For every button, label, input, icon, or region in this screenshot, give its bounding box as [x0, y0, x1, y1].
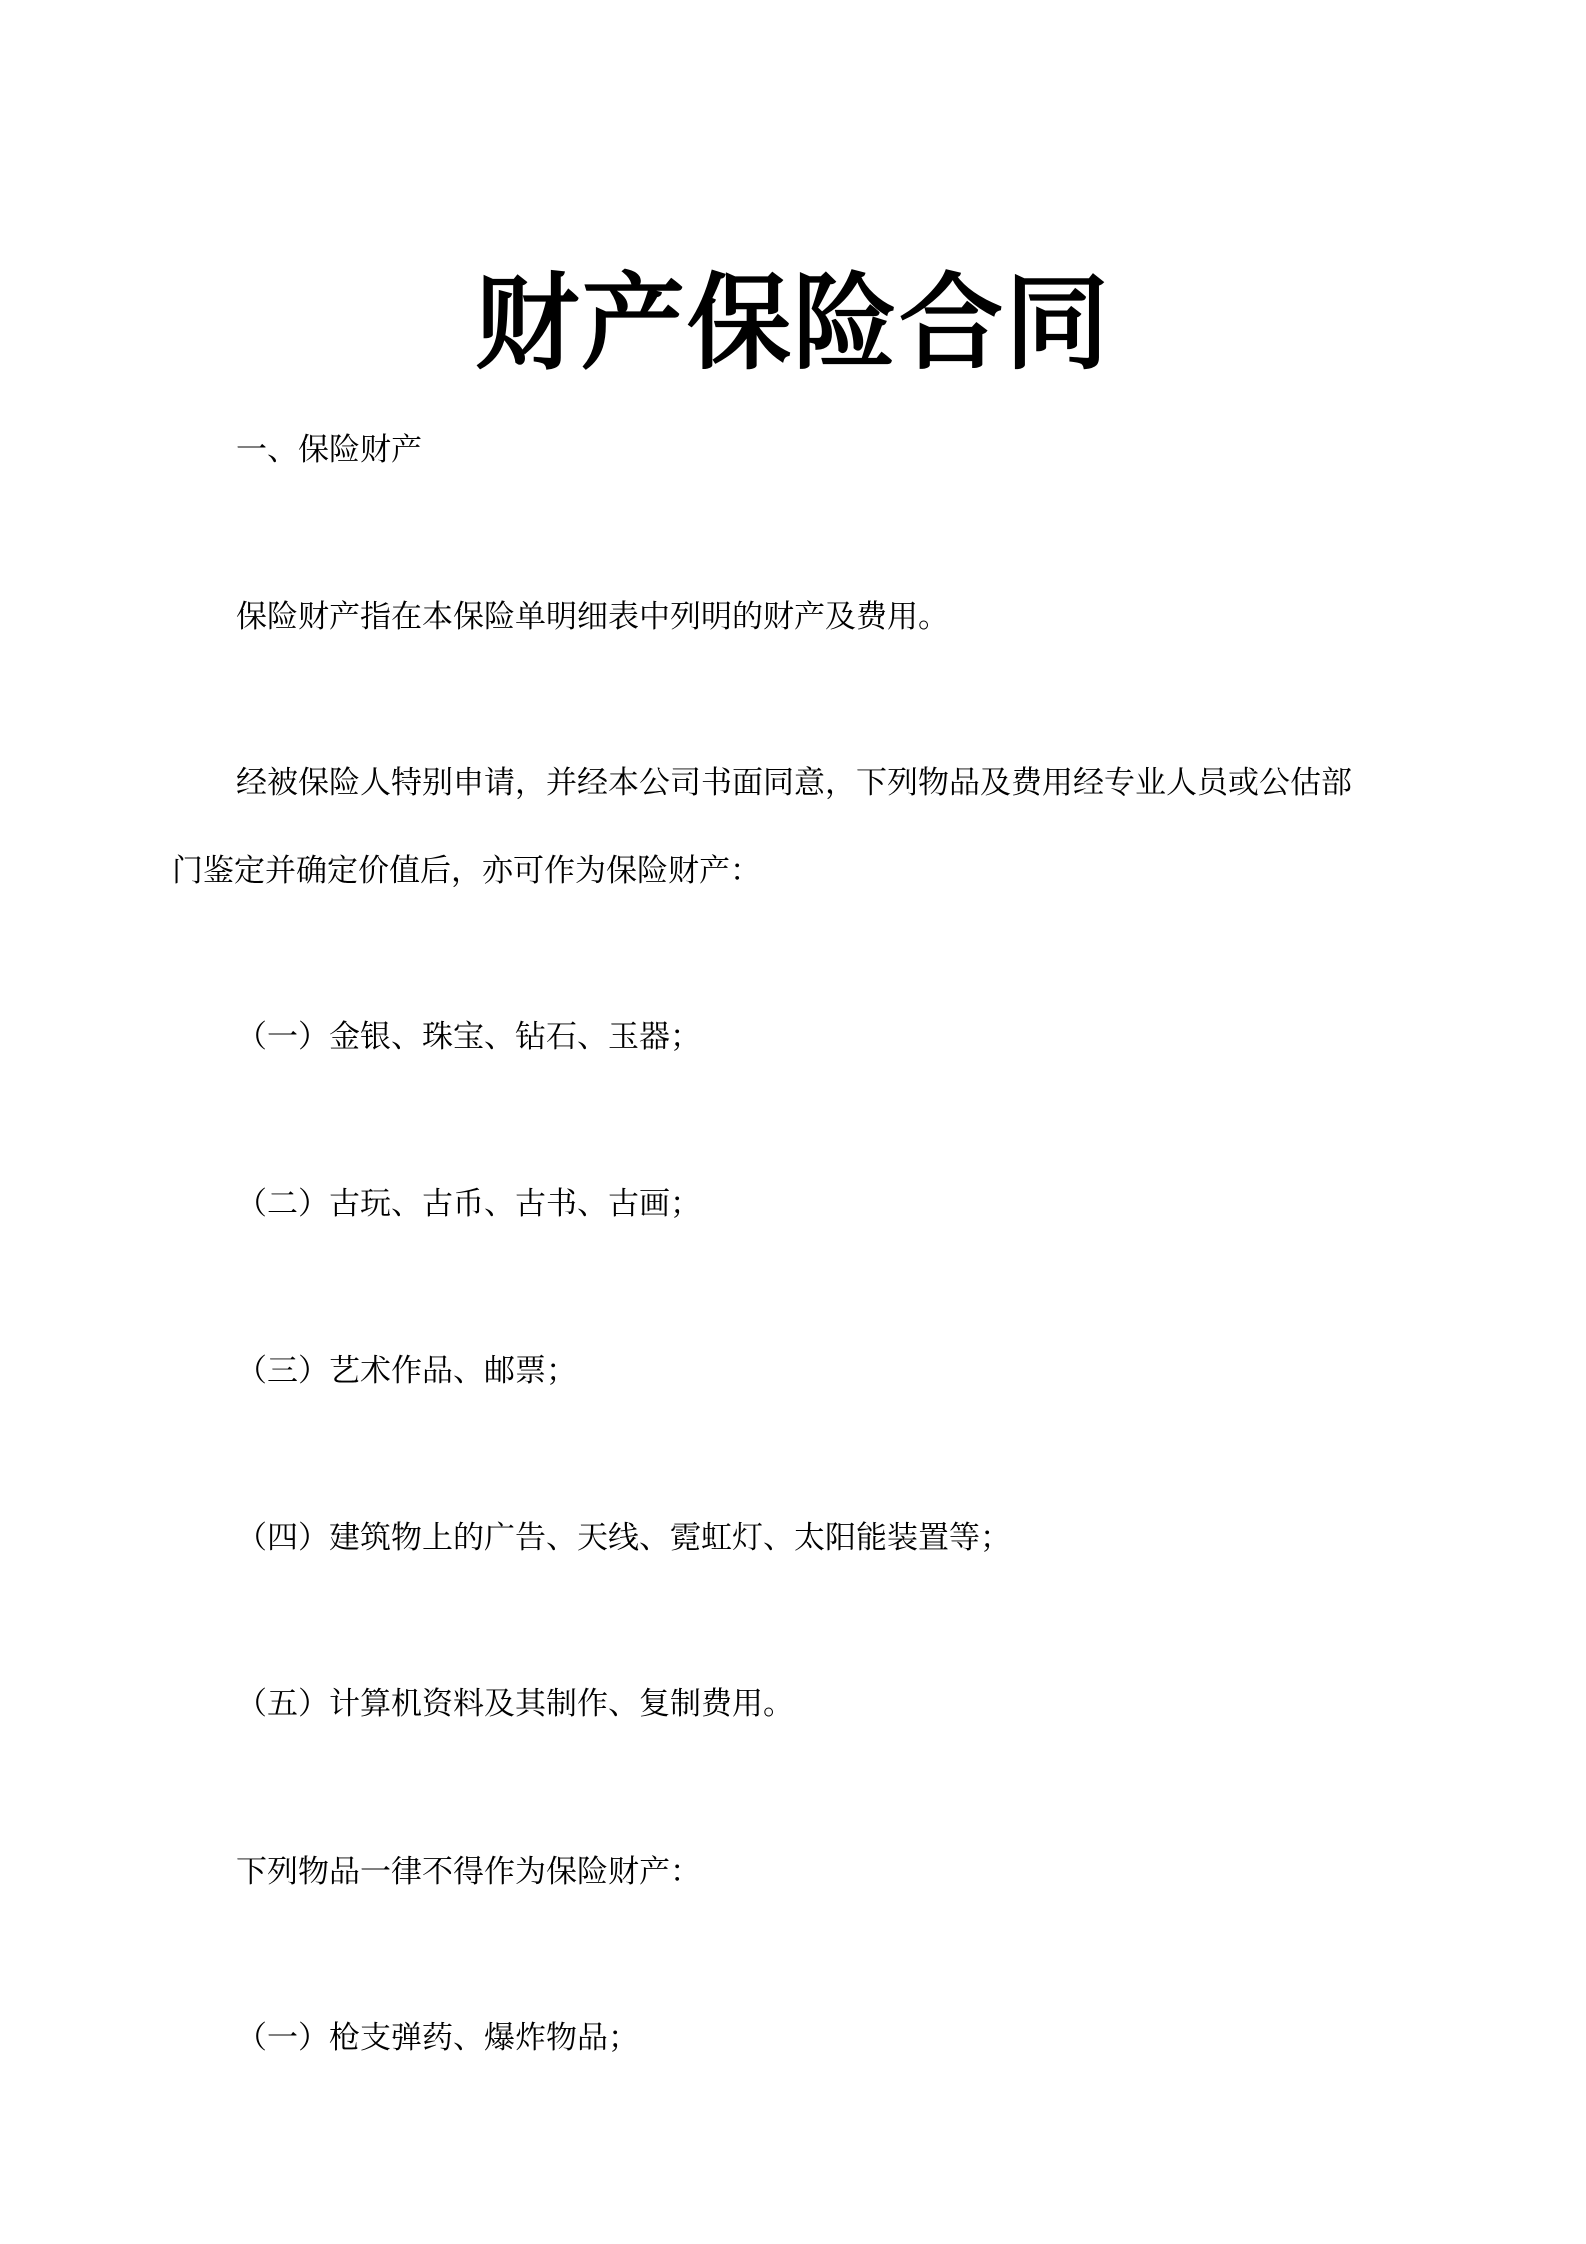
paragraph-continuation: 门鉴定并确定价值后，亦可作为保险财产： [172, 853, 761, 889]
list-item: （五）计算机资料及其制作、复制费用。 [236, 1686, 794, 1722]
list-item: （二）古玩、古币、古书、古画； [236, 1186, 701, 1222]
paragraph: 经被保险人特别申请，并经本公司书面同意，下列物品及费用经专业人员或公估部 [236, 765, 1352, 801]
paragraph: 保险财产指在本保险单明细表中列明的财产及费用。 [236, 599, 949, 635]
excluded-intro: 下列物品一律不得作为保险财产： [236, 1854, 701, 1890]
list-item: （四）建筑物上的广告、天线、霓虹灯、太阳能装置等； [236, 1520, 1011, 1556]
section-heading: 一、保险财产 [236, 432, 422, 468]
list-item: （三）艺术作品、邮票； [236, 1353, 577, 1389]
list-item: （一）枪支弹药、爆炸物品； [236, 2020, 639, 2056]
page-title: 财产保险合同 [474, 261, 1111, 384]
list-item: （一）金银、珠宝、钻石、玉器； [236, 1019, 701, 1055]
